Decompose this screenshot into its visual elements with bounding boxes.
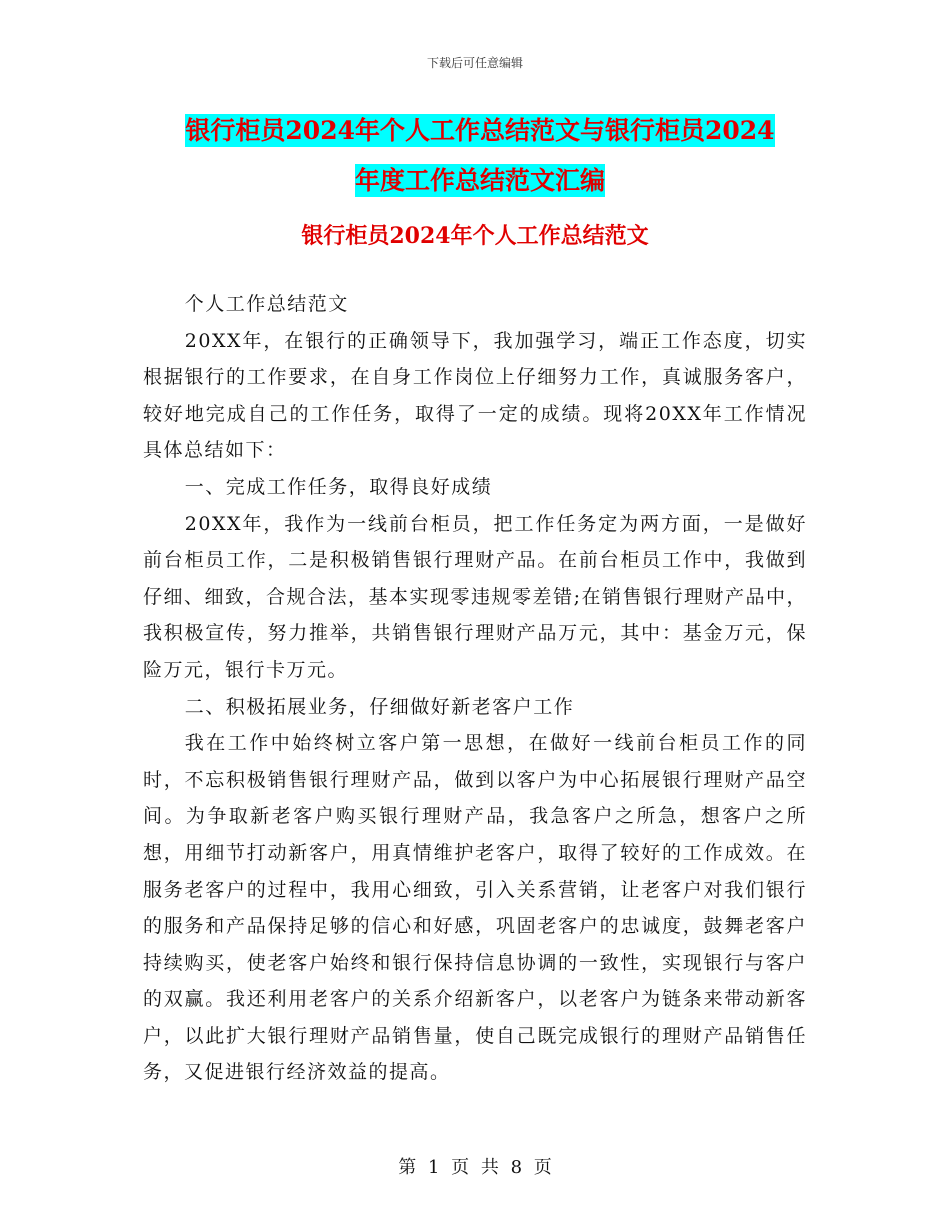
section-title: 银行柜员2024年个人工作总结范文 xyxy=(301,223,649,249)
page-header: 下载后可任意编辑 xyxy=(426,56,523,70)
title-line-2: 年度工作总结范文汇编 xyxy=(354,166,605,195)
page-footer: 第 1 页 共 8 页 xyxy=(398,1157,552,1178)
paragraph: 二、积极拓展业务，仔细做好新老客户工作 xyxy=(184,695,575,718)
document-body xyxy=(143,286,807,1091)
paragraph: 20XX年，我作为一线前台柜员，把工作任务定为两方面，一是做好前台柜员工作，二是积极销售银行理财产品。在前台柜员工作中，我做到仔细、细致，合规合法，基本实现零违规零差错;在销售银行理财产品中，我积极宣传，努力推举，共销售银行理财产品万元，其中：基金万元，保险万元，银行卡万元。 xyxy=(143,512,807,681)
paragraph: 我在工作中始终树立客户第一思想，在做好一线前台柜员工作的同时，不忘积极销售银行理财产品，做到以客户为中心拓展银行理财产品空间。为争取新老客户购买银行理财产品，我急客户之所急，想客户之所想，用细节打动新客户，用真情维护老客户，取得了较好的工作成效。在服务老客户的过程中，我用心细致，引入关系营销，让老客户对我们银行的服务和产品保持足够的信心和好感，巩固老客户的忠诚度，鼓舞老客户持续购买，使老客户始终和银行保持信息协调的一致性，实现银行与客户的双赢。我还利用老客户的关系介绍新客户，以老客户为链条来带动新客户，以此扩大银行理财产品销售量，使自己既完成银行的理财产品销售任务，又促进银行经济效益的提高。 xyxy=(143,732,807,1084)
paragraph: 个人工作总结范文 xyxy=(184,293,349,315)
title-line-1: 银行柜员2024年个人工作总结范文与银行柜员2024 xyxy=(185,116,775,145)
paragraph: 20XX年，在银行的正确领导下，我加强学习，端正工作态度，切实根据银行的工作要求，在自身工作岗位上仔细努力工作，真诚服务客户，较好地完成自己的工作任务，取得了一定的成绩。现将20XX年工作情况具体总结如下： xyxy=(143,329,807,462)
paragraph: 一、完成工作任务，取得良好成绩 xyxy=(184,475,493,498)
document-title xyxy=(140,106,820,206)
